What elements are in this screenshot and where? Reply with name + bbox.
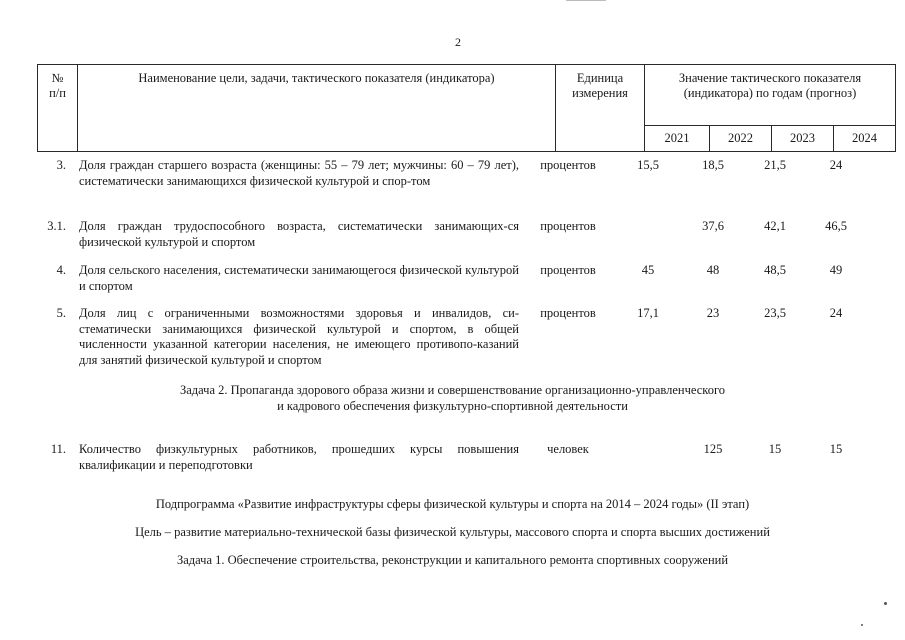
header-num-cell [38,65,78,152]
goal-text: Цель – развитие материально-технической базы физической культуры, массового спорта и спорта высших достижений [135,525,770,539]
header-name-cell [78,65,556,152]
header-year-2022: 2022 [710,126,772,152]
scan-speck [861,624,863,626]
value-2024: 24 [829,158,843,172]
value-2024: 46,5 [825,219,847,233]
subprogram-title: Подпрограмма «Развитие инфраструктуры сферы физической культуры и спорта на 2014 – 2024 годы» (II этап) [155,497,750,511]
row-number: 3. [56,158,66,172]
header-num-label: № п/п [49,71,66,100]
scan-mark [566,0,606,1]
task2-heading [0,382,905,414]
unit-value: процентов [540,219,596,233]
header-name-label: Наименование цели, задачи, тактического показателя (индикатора) [138,71,495,85]
indicator-name: Доля граждан трудоспособного возраста, систематически занимающих-ся физической культурой и спортом [79,219,519,249]
unit-value: процентов [540,263,596,277]
page-number: 2 [455,35,461,49]
scan-speck [884,602,887,605]
unit-value: процентов [540,306,596,320]
header-unit-cell [556,65,645,152]
value-2023: 23,5 [764,306,786,320]
header-unit-label: Единица измерения [572,71,628,100]
indicator-name: Доля лиц с ограниченными возможностями здоровья и инвалидов, си-стематически занимающихся физической культурой и спортом, в общей численности указанной категории населения, не имеющего противопо-казаний для занятий физической культурой и спортом [79,306,519,367]
header-year-2024: 2024 [834,126,896,152]
value-2023: 42,1 [764,219,786,233]
value-2022: 18,5 [702,158,724,172]
value-2021: 15,5 [637,158,659,172]
value-2024: 49 [829,263,843,277]
indicator-name: Количество физкультурных работников, прошедших курсы повышения квалификации и переподготовки [79,442,519,472]
value-2021: 45 [641,263,655,277]
row-number: 3.1. [47,219,66,233]
header-values-cell [645,65,896,126]
value-2023: 48,5 [764,263,786,277]
value-2023: 15 [768,442,782,456]
row-number: 4. [56,263,66,277]
unit-value: процентов [540,158,596,172]
value-2023: 21,5 [764,158,786,172]
table-header [37,64,896,152]
row-number: 11. [50,442,66,456]
indicator-name: Доля сельского населения, систематически занимающегося физической культурой и спортом [79,263,519,293]
value-2024: 15 [829,442,843,456]
value-2022: 23 [706,306,720,320]
task2-line1: Задача 2. Пропаганда здорового образа жизни и совершенствование организационно-управленческого [179,383,726,397]
unit-value: человек [547,442,589,456]
row-number: 5. [56,306,66,320]
task2-line2: и кадрового обеспечения физкультурно-спортивной деятельности [277,399,628,413]
task1-heading: Задача 1. Обеспечение строительства, реконструкции и капитального ремонта спортивных сооружений [176,553,729,567]
header-year-2023: 2023 [772,126,834,152]
value-2024: 24 [829,306,843,320]
value-2022: 37,6 [702,219,724,233]
value-2022: 125 [703,442,723,456]
indicator-name: Доля граждан старшего возраста (женщины: 55 – 79 лет; мужчины: 60 – 79 лет), систематически занимающихся физической культурой и спор-том [79,158,519,188]
value-2021: 17,1 [637,306,659,320]
value-2022: 48 [706,263,720,277]
header-year-2021: 2021 [645,126,710,152]
header-values-label: Значение тактического показателя (индикатора) по годам (прогноз) [678,71,862,100]
